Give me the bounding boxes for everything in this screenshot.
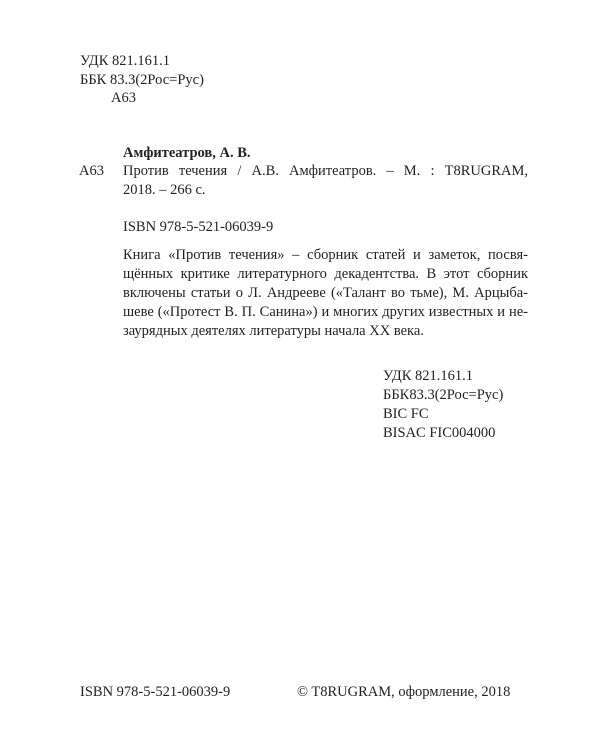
bibliographic-description-line-1: Против течения / А.В. Амфитеатров. – М. : T8RUGRAM,: [123, 163, 528, 179]
classification-udk: УДК 821.161.1: [383, 368, 473, 384]
annotation-line: включены статьи о Л. Андрееве («Талант во тьме), М. Арцыба-: [123, 285, 528, 301]
classification-bisac: BISAC FIC004000: [383, 425, 496, 441]
bibliographic-description-line-2: 2018. – 266 с.: [123, 182, 206, 198]
footer-copyright: © T8RUGRAM, оформление, 2018: [297, 684, 511, 700]
isbn: ISBN 978-5-521-06039-9: [123, 219, 274, 235]
annotation-line: Книга «Против течения» – сборник статей и заметок, посвя-: [123, 247, 528, 263]
footer-isbn: ISBN 978-5-521-06039-9: [80, 684, 231, 700]
classification-bic: BIC FC: [383, 406, 429, 422]
author-name: Амфитеатров, А. В.: [123, 145, 251, 161]
annotation: [123, 246, 528, 341]
annotation-line: щённых критике литературного декадентства. В этот сборник: [123, 266, 528, 282]
bbk-header: ББК 83.3(2Рос=Рус): [80, 72, 204, 88]
udk-header: УДК 821.161.1: [80, 53, 170, 69]
annotation-line: шеве («Протест В. П. Санина») и многих других известных и не-: [123, 304, 528, 320]
classification-block: [383, 367, 503, 443]
author-code-header: А63: [111, 90, 136, 106]
author-code-side: А63: [79, 163, 104, 179]
annotation-line: заурядных деятелях литературы начала XX века.: [123, 323, 424, 339]
classification-bbk: ББК83.3(2Рос=Рус): [383, 387, 504, 403]
